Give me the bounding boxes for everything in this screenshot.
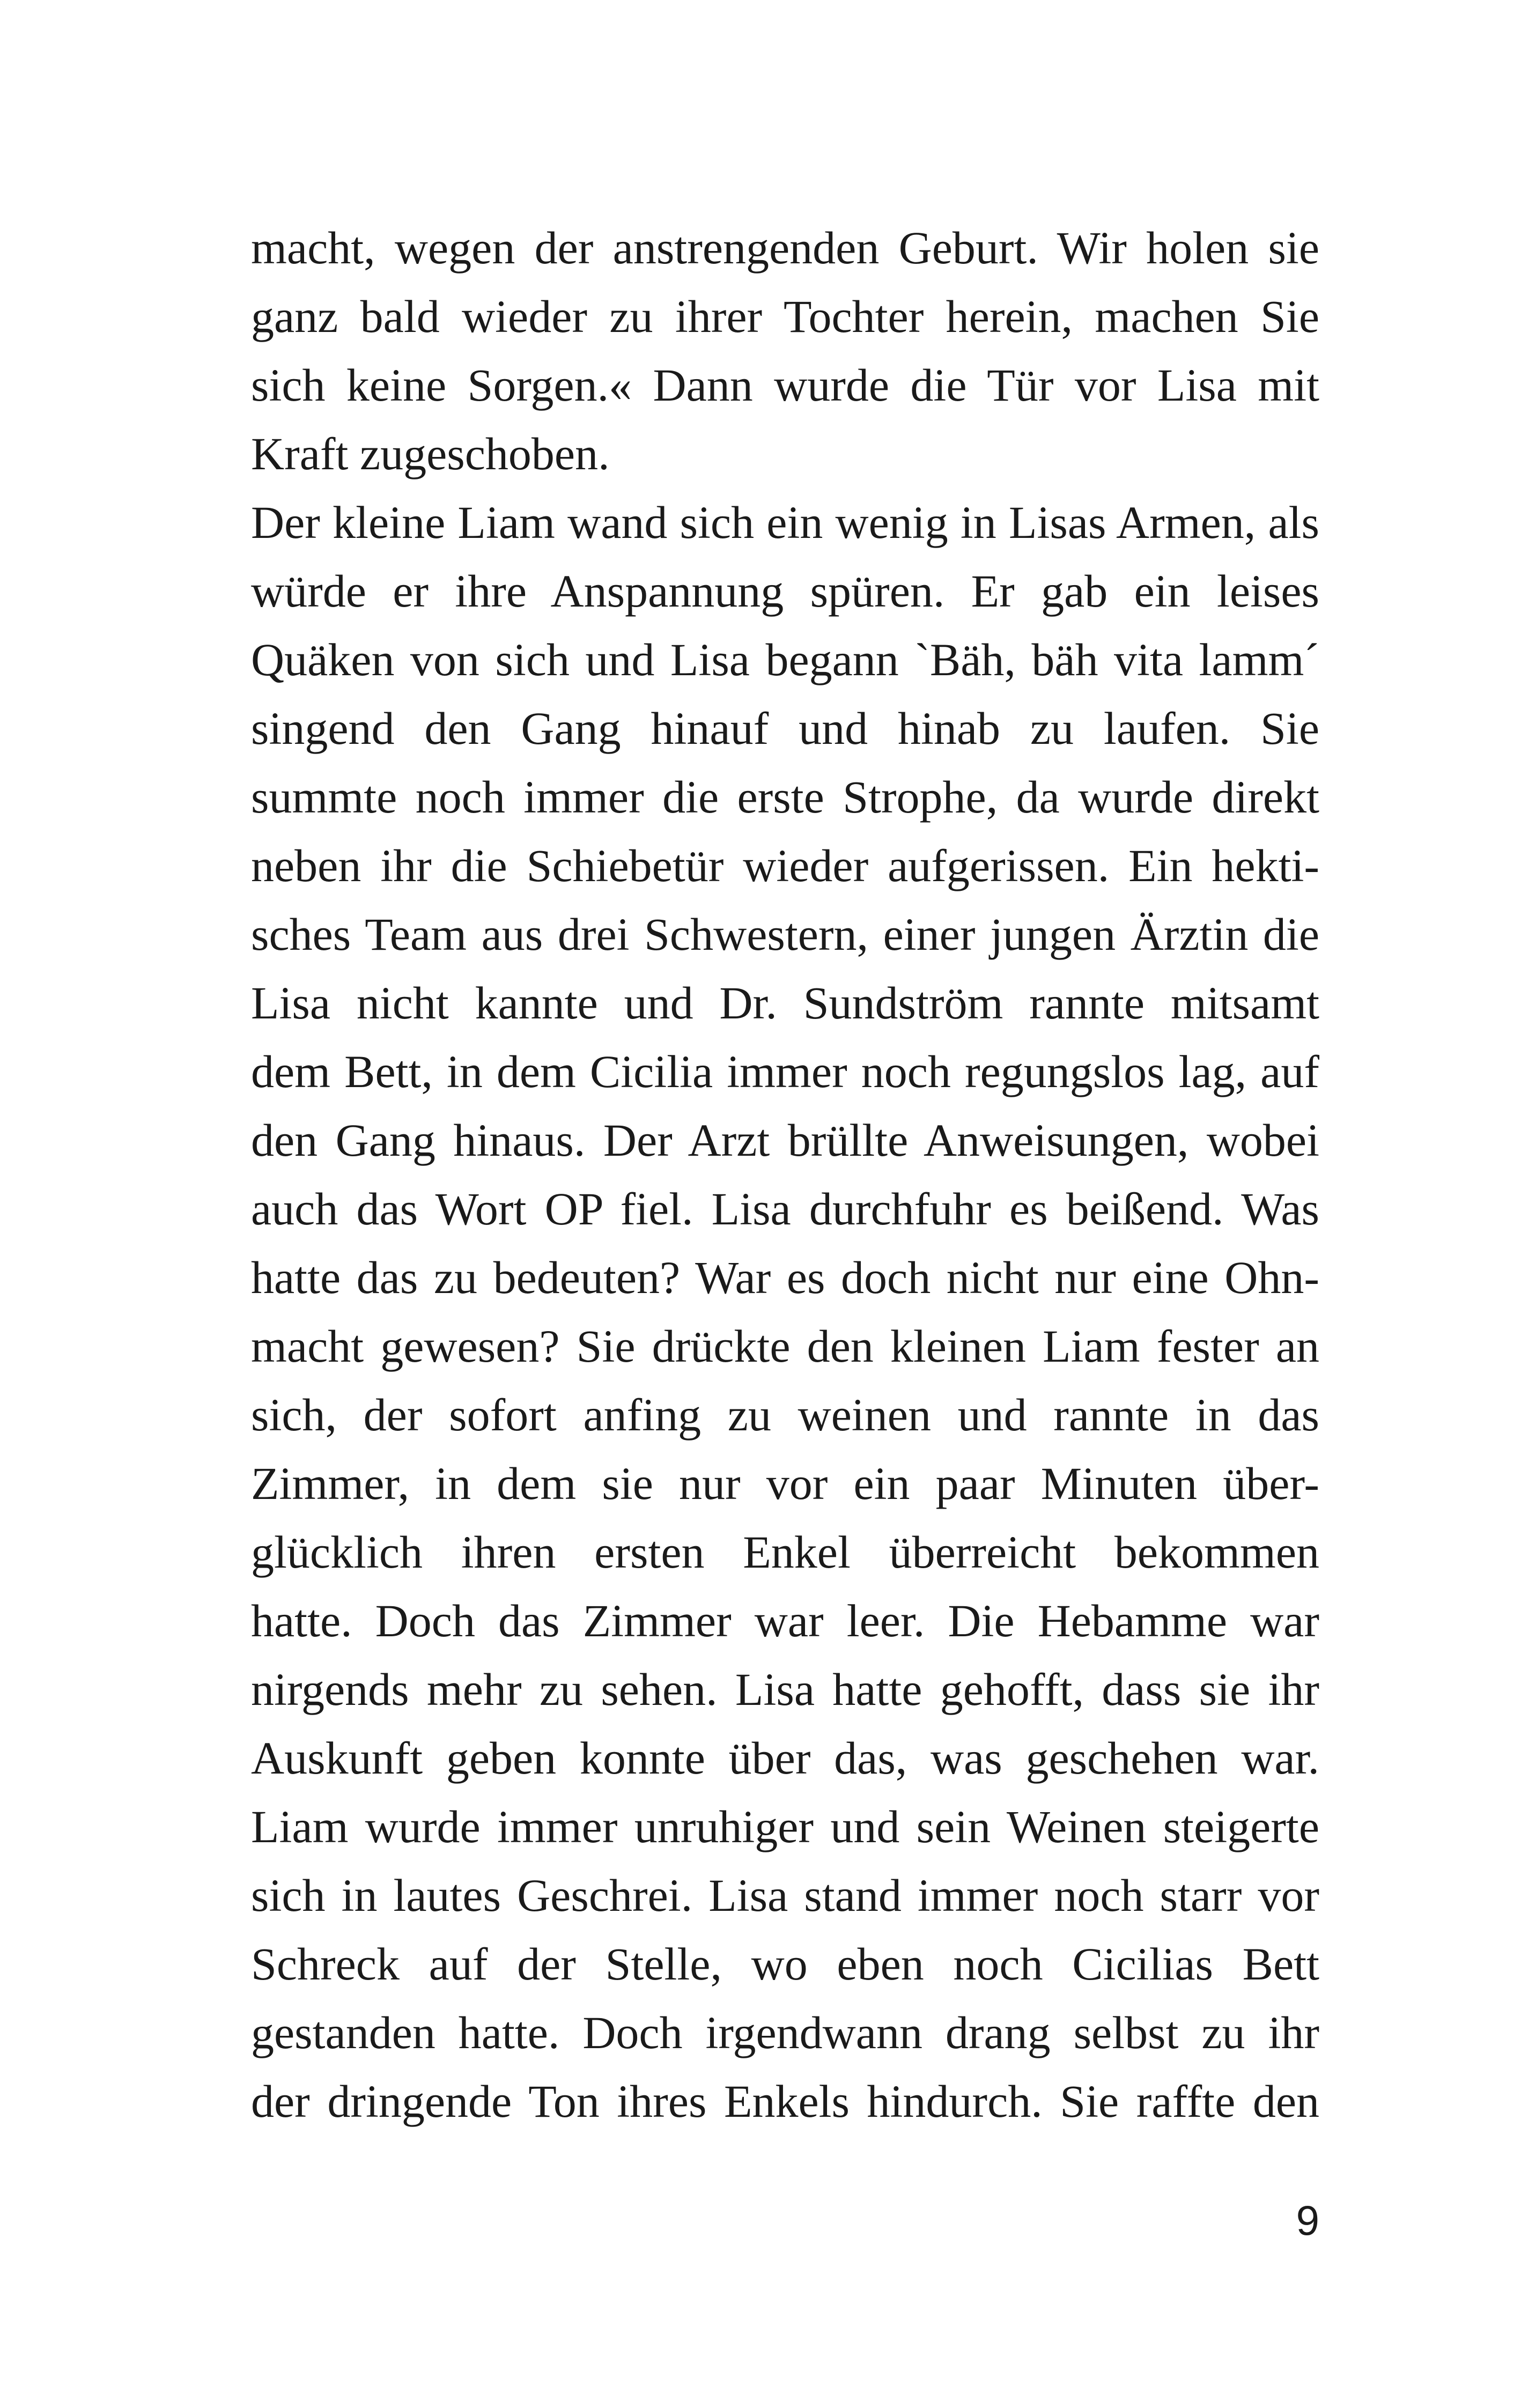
text-line: hatte das zu bedeuten? War es doch nicht nur eine Ohn-: [251, 1252, 1319, 1303]
text-line: der dringende Ton ihres Enkels hindurch. Sie raffte den: [251, 2075, 1319, 2127]
text-line: glücklich ihren ersten Enkel überreicht bekommen: [251, 1526, 1319, 1578]
text-line: würde er ihre Anspannung spüren. Er gab ein leises: [251, 565, 1319, 617]
text-line: Lisa nicht kannte und Dr. Sundström rannte mitsamt: [251, 977, 1319, 1029]
text-line: sich, der sofort anfing zu weinen und rannte in das: [251, 1389, 1319, 1441]
text-line: den Gang hinaus. Der Arzt brüllte Anweisungen, wobei: [251, 1114, 1319, 1166]
page-number: 9: [1296, 2197, 1319, 2244]
text-line: nirgends mehr zu sehen. Lisa hatte gehofft, dass sie ihr: [251, 1664, 1319, 1715]
text-line: Auskunft geben konnte über das, was geschehen war.: [251, 1732, 1319, 1784]
text-line: sich keine Sorgen.« Dann wurde die Tür vor Lisa mit: [251, 359, 1319, 411]
text-line: Liam wurde immer unruhiger und sein Weinen steigerte: [251, 1801, 1319, 1852]
text-line: auch das Wort OP fiel. Lisa durchfuhr es beißend. Was: [251, 1183, 1319, 1235]
text-line: Kraft zugeschoben.: [251, 428, 610, 479]
text-line: hatte. Doch das Zimmer war leer. Die Hebamme war: [251, 1595, 1319, 1646]
text-line: neben ihr die Schiebetür wieder aufgerissen. Ein hekti-: [251, 840, 1319, 891]
text-line: singend den Gang hinauf und hinab zu laufen. Sie: [251, 703, 1319, 754]
body-text: [251, 213, 1319, 2136]
text-line: Der kleine Liam wand sich ein wenig in Lisas Armen, als: [251, 497, 1319, 548]
text-line: gestanden hatte. Doch irgendwann drang selbst zu ihr: [251, 2007, 1319, 2058]
text-line: sich in lautes Geschrei. Lisa stand immer noch starr vor: [251, 1870, 1319, 1921]
text-line: dem Bett, in dem Cicilia immer noch regungslos lag, auf: [251, 1046, 1319, 1097]
text-line: Schreck auf der Stelle, wo eben noch Cicilias Bett: [251, 1938, 1319, 1990]
text-line: macht gewesen? Sie drückte den kleinen Liam fester an: [251, 1320, 1319, 1372]
text-line: macht, wegen der anstrengenden Geburt. Wir holen sie: [251, 222, 1319, 274]
text-line: summte noch immer die erste Strophe, da wurde direkt: [251, 771, 1319, 823]
text-line: Zimmer, in dem sie nur vor ein paar Minuten über-: [251, 1458, 1319, 1509]
text-line: Quäken von sich und Lisa begann `Bäh, bäh vita lamm´: [251, 634, 1319, 685]
text-line: ganz bald wieder zu ihrer Tochter herein, machen Sie: [251, 291, 1319, 342]
text-line: sches Team aus drei Schwestern, einer jungen Ärztin die: [251, 908, 1319, 960]
